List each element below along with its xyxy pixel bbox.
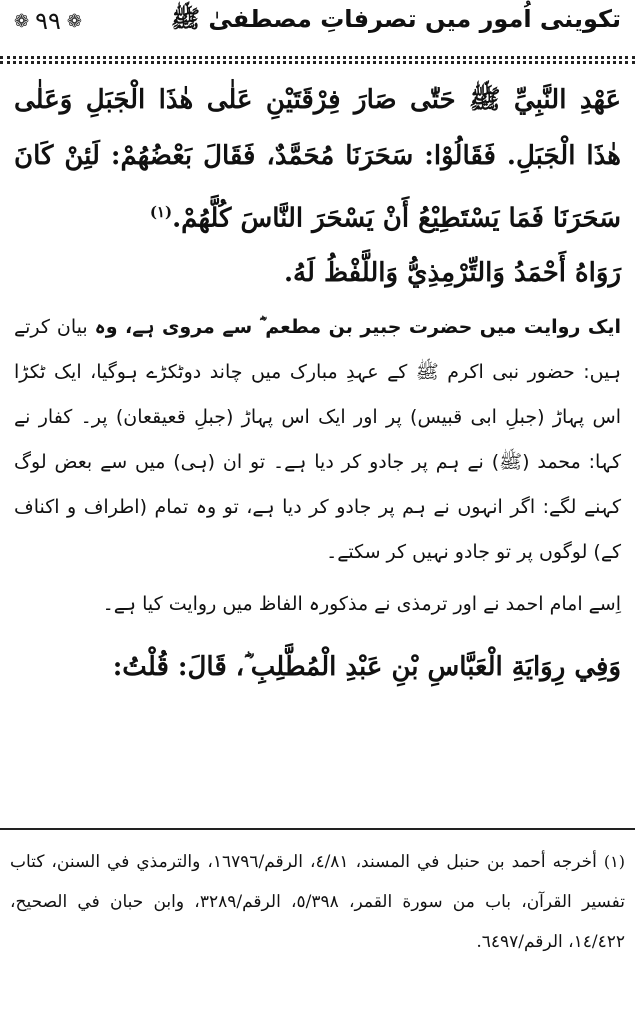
arabic-hadith-source: رَوَاهُ أَحْمَدُ وَالتِّرْمِذِيُّ وَاللَّفْظُ لَهُ. [283,257,621,288]
running-title: تکوینی اُمور میں تصرفاتِ مصطفیٰ ﷺ [171,5,621,33]
footnote-divider [0,828,635,830]
next-narration-heading: وَفِي رِوَايَةِ الْعَبَّاسِ بْنِ عَبْدِ الْمُطَّلِبِ ؓ، قَالَ: قُلْتُ: [112,651,621,682]
arabic-hadith-body: عَهْدِ النَّبِيِّ ﷺ حَتّٰى صَارَ فِرْقَتَيْنِ عَلٰى هٰذَا الْجَبَلِ وَعَلٰى هٰذَا الْجَبَلِ. فَقَالُوْا: سَحَرَنَا مُحَمَّدٌ، فَقَالَ بَعْضُهُمْ: لَئِنْ كَانَ سَحَرَنَا فَمَا يَسْتَطِيْعُ أَنْ يَسْحَرَ النَّاسَ كُلَّهُمْ. [14,85,621,234]
header-divider-second [0,61,635,64]
page-header [0,0,635,50]
footnote-mark: (١) [603,852,626,871]
footnote [10,842,625,962]
page-number-block [14,6,82,36]
header-divider [0,56,635,59]
footnote-text: أخرجه أحمد بن حنبل في المسند، ٤/٨١، الرقم/١٦٧٩٦، والترمذي في السنن، كتاب تفسير القرآن، باب من سورة القمر، ٥/٣٩٨، الرقم/٣٢٨٩، وابن حبان في الصحيح، ١٤/٤٢٢، الرقم/٦٤٩٧. [10,852,626,952]
urdu-translation-lead: ایک روایت میں حضرت جبیر بن مطعم ؓ سے مروی ہے، وہ [94,315,621,338]
ornament-right-icon: ❁ [66,10,82,32]
ornament-left-icon: ❁ [14,10,30,32]
urdu-translation [14,305,621,575]
citation-mark: (١) [149,203,173,221]
main-content [14,72,621,695]
arabic-hadith-text [14,72,621,247]
page-number: ٩٩ [35,7,61,35]
urdu-translation-body: بیان کرتے ہیں: حضور نبی اکرم ﷺ کے عہدِ مبارک میں چاند دوٹکڑے ہوگیا، ایک ٹکڑا اس پہاڑ (جبلِ ابی قبیس) پر اور ایک اس پہاڑ (جبلِ قعیقعان) پر۔ کفار نے کہا: محمد (ﷺ) نے ہم پر جادو کر دیا ہے۔ تو ان (ہی) میں سے بعض لوگ کہنے لگے: اگر انہوں نے ہم پر جادو کر دیا ہے، تو وہ تمام (اطراف و اکناف کے) لوگوں پر تو جادو نہیں کر سکتے۔ [14,315,621,563]
urdu-source-note: اِسے امام احمد نے اور ترمذی نے مذکورہ الفاظ میں روایت کیا ہے۔ [102,592,621,615]
